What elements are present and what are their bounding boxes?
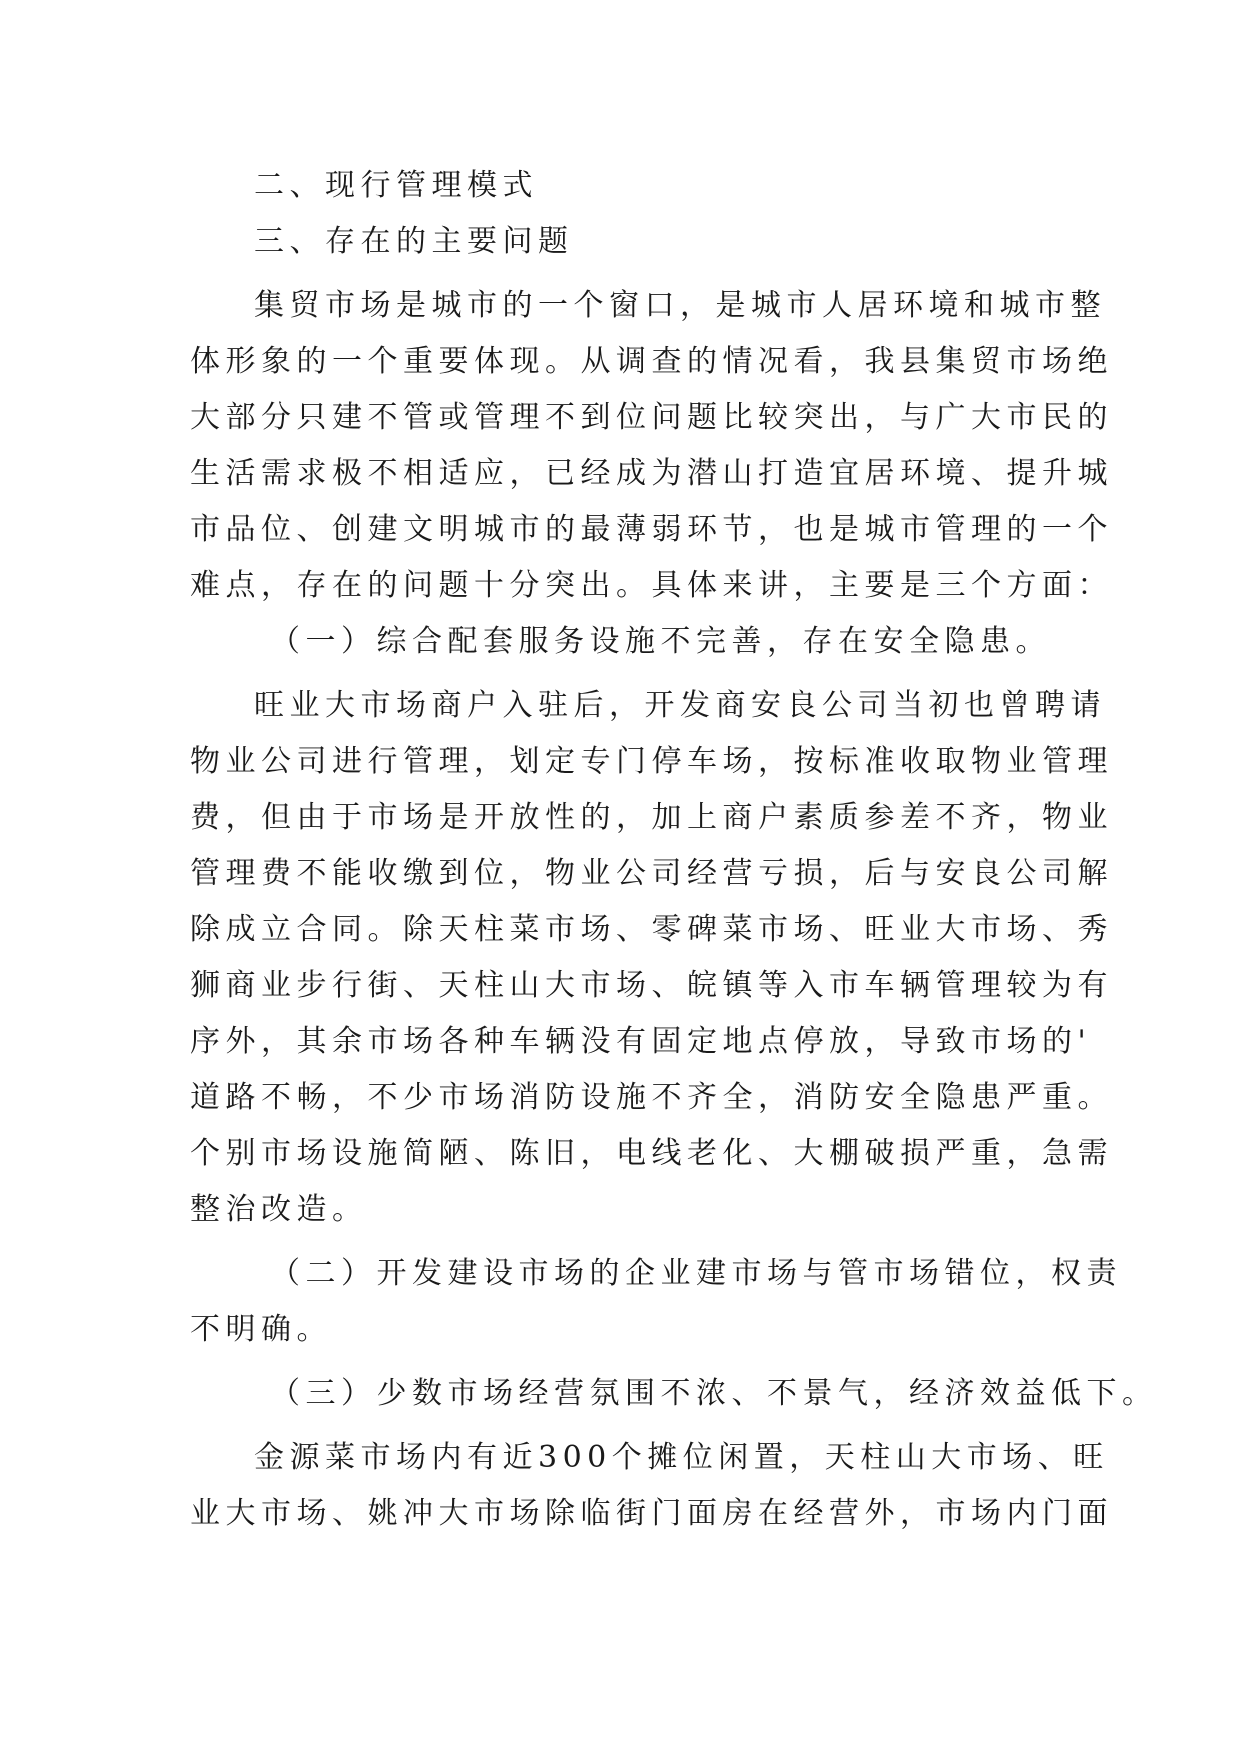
paragraph-line: 大部分只建不管或管理不到位问题比较突出，与广大市民的 [190, 400, 1113, 435]
paragraph-line: 旺业大市场商户入驻后，开发商安良公司当初也曾聘请 [254, 688, 1106, 723]
subheading-facilities: （一）综合配套服务设施不完善，存在安全隐患。 [270, 624, 1051, 659]
heading-current-management-mode: 二、现行管理模式 [254, 168, 538, 203]
paragraph-line: 除成立合同。除天柱菜市场、零碑菜市场、旺业大市场、秀 [190, 912, 1113, 947]
paragraph-line: 整治改造。 [190, 1192, 368, 1227]
paragraph-line: 体形象的一个重要体现。从调查的情况看，我县集贸市场绝 [190, 344, 1113, 379]
paragraph-line: 狮商业步行街、天柱山大市场、皖镇等入市车辆管理较为有 [190, 968, 1113, 1003]
paragraph-line: 管理费不能收缴到位，物业公司经营亏损，后与安良公司解 [190, 856, 1113, 891]
paragraph-line: 生活需求极不相适应，已经成为潜山打造宜居环境、提升城 [190, 456, 1113, 491]
paragraph-line: 业大市场、姚冲大市场除临街门面房在经营外，市场内门面 [190, 1496, 1113, 1531]
paragraph-line: 序外，其余市场各种车辆没有固定地点停放，导致市场的' [190, 1024, 1092, 1059]
paragraph-line: 集贸市场是城市的一个窗口，是城市人居环境和城市整 [254, 288, 1106, 323]
paragraph-line: 费，但由于市场是开放性的，加上商户素质参差不齐，物业 [190, 800, 1113, 835]
paragraph-line: 难点，存在的问题十分突出。具体来讲，主要是三个方面： [190, 568, 1113, 603]
subheading-business-atmosphere: （三）少数市场经营氛围不浓、不景气，经济效益低下。 [270, 1376, 1158, 1411]
paragraph-line: 市品位、创建文明城市的最薄弱环节，也是城市管理的一个 [190, 512, 1113, 547]
subheading-development-mismatch: （二）开发建设市场的企业建市场与管市场错位，权责 [270, 1256, 1122, 1291]
paragraph-line: 个别市场设施简陋、陈旧，电线老化、大棚破损严重，急需 [190, 1136, 1113, 1171]
heading-main-problems: 三、存在的主要问题 [254, 224, 574, 259]
document-body [190, 158, 1158, 1542]
paragraph-line: 道路不畅，不少市场消防设施不齐全，消防安全隐患严重。 [190, 1080, 1113, 1115]
paragraph-line: 物业公司进行管理，划定专门停车场，按标准收取物业管理 [190, 744, 1113, 779]
paragraph-line: 金源菜市场内有近300个摊位闲置，天柱山大市场、旺 [254, 1440, 1109, 1475]
subheading-continuation: 不明确。 [190, 1312, 332, 1347]
